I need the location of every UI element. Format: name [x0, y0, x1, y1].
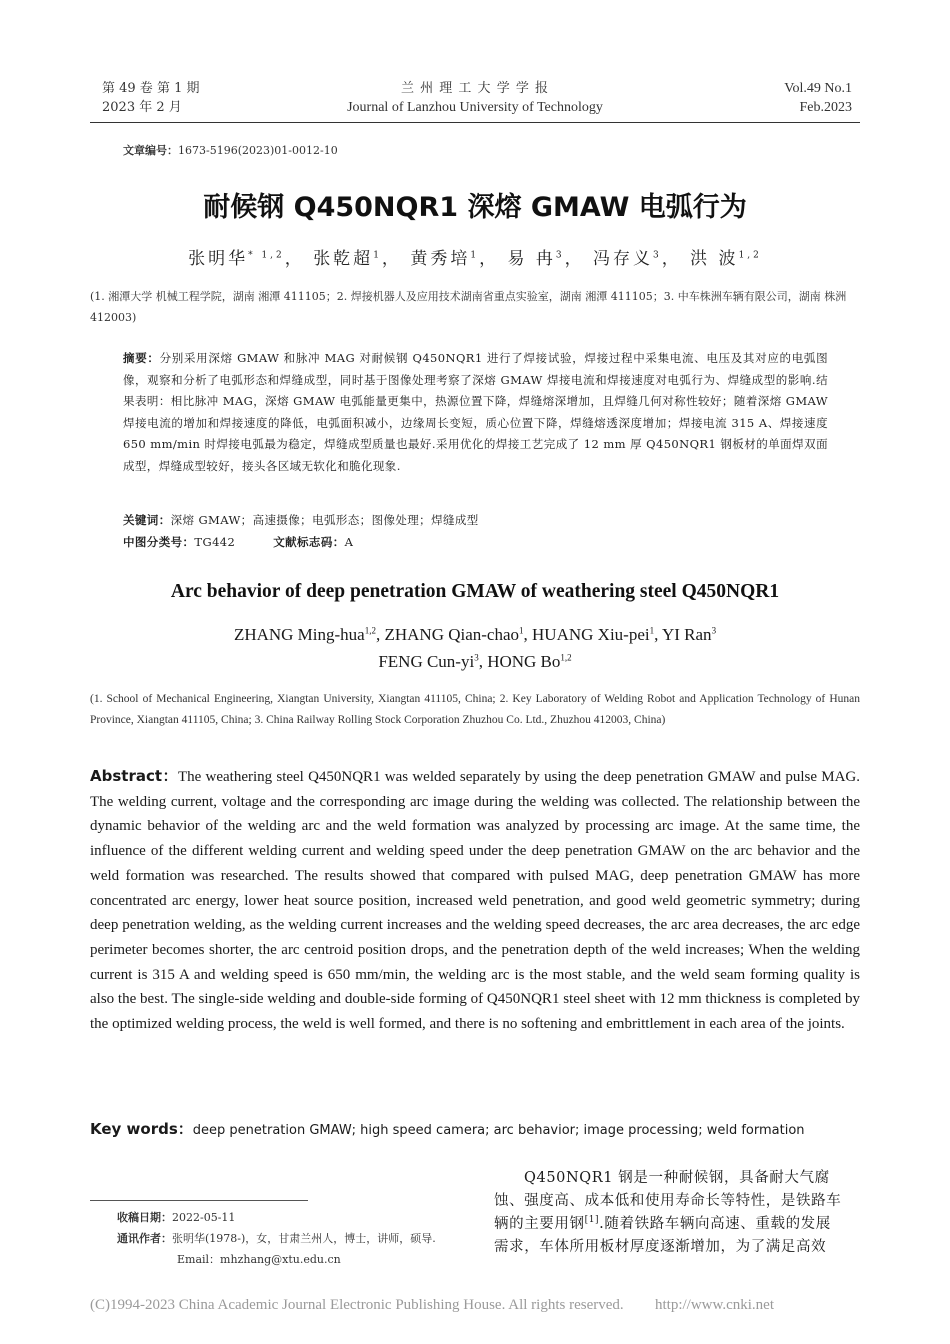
footer-url[interactable]: http://www.cnki.net [655, 1297, 775, 1313]
doc-code-label: 文献标志码： [273, 535, 345, 549]
author-email: Email：mhzhang@xtu.edu.cn [177, 1253, 341, 1266]
author-en-6: HONG Bo$^{1,2}$ [487, 652, 572, 671]
clc-value: TG442 [194, 535, 236, 549]
authors-en-line2: FENG Cun-$yi^3$, HONG Bo$^{1,2}$ [378, 652, 572, 671]
received-label: 收稿日期： [117, 1211, 172, 1224]
author-note-value: 张明华(1978-)，女，甘肃兰州人，博士，讲师，硕导. [172, 1232, 436, 1245]
article-number-value: 1673-5196(2023)01-0012-10 [178, 144, 338, 157]
author-cn-1: 张明华$^{* 1,2}$ [188, 249, 285, 269]
corresponding-author [117, 1228, 436, 1249]
author-cn-5: 冯存义$^3$ [593, 249, 662, 269]
clc-label: 中图分类号： [123, 535, 195, 549]
abstract-en-label: Abstract [90, 767, 163, 785]
keywords-en: Key words：deep penetration GMAW; high speed camera; arc behavior; image processing; weld formation [90, 1120, 805, 1138]
header-rule [90, 122, 860, 123]
keywords-cn-text: 深熔 GMAW；高速摄像；电弧形态；图像处理；焊缝成型 [170, 513, 479, 527]
header-date-cn: 2023 年 2 月 [102, 100, 182, 115]
authors-en-line1: ZHANG Ming-hua$^{1,2}$, ZHANG Qian-chao$^1$, HUANG Xiu-pei$^1$, YI Ran$^3$ [233, 625, 717, 644]
title-cn: 耐候钢 Q450NQR1 深熔 GMAW 电弧行为 [203, 192, 747, 223]
citation-ref[interactable]: [1] [584, 1215, 600, 1226]
body-line-2: 蚀、强度高、成本低和使用寿命长等特性，是铁路车 [494, 1193, 842, 1209]
header-date-en: Feb.2023 [799, 100, 852, 115]
article-number-label: 文章编号： [123, 144, 178, 157]
author-en-4: YI Ran$^3$ [661, 625, 717, 644]
keywords-cn [123, 510, 828, 532]
abstract-en-text: The weathering steel Q450NQR1 was welded separately by using the deep penetration GMAW and pulse MAG. The welding current, voltage and the corresponding arc image during the welding was collected. The relationship between the dynamic behavior of the welding arc and the weld formation was analyzed by processing arc image. At the same time, the influence of the different welding current and welding speed under the deep penetration GMAW on the arc behavior and the weld formation was researched. The results showed that compared with pulsed MAG, deep penetration GMAW has more concentrated arc energy, lower heat source position, increased weld penetration, and good weld geometric symmetry; during deep penetration welding, as the welding current increases and the welding speed decreases, the arc area decreases, the arc edge perimeter becomes shorter, the arc centroid position drops, and the penetration depth of the weld increases; When the welding current is 315 A and welding speed is 650 mm/min, the welding arc is the most stable, and the weld seam forming quality is also the best. The single-side welding and double-side forming of Q450NQR1 steel sheet with 12 mm thickness is completed by the optimized welding process, the weld is well formed, and there is no softening and embrittlement in each area of the joints. [90, 769, 860, 1033]
abstract-cn [123, 348, 828, 477]
author-cn-3: 黄秀培$^1$ [410, 249, 480, 269]
header-volume-en: Vol.49 No.1 [784, 81, 852, 96]
header-journal-cn: 兰 州 理 工 大 学 学 报 [401, 81, 549, 96]
keywords-en-label: Key words [90, 1120, 178, 1138]
classification [123, 532, 828, 554]
author-en-1: ZHANG Ming-hua$^{1,2}$ [233, 625, 376, 644]
received-date [117, 1207, 235, 1228]
author-cn-4: 易 冉$^3$ [507, 249, 565, 269]
body-line-4: 需求，车体所用板材厚度逐渐增加，为了满足高效 [494, 1239, 827, 1255]
abstract-cn-label: 摘要： [123, 351, 160, 365]
received-value: 2022-05-11 [172, 1211, 236, 1224]
author-en-5: FENG Cun-$yi^3$ [378, 652, 479, 671]
body-line-1: Q450NQR1 钢是一种耐候钢，具备耐大气腐 [524, 1170, 830, 1186]
title-en: Arc behavior of deep penetration GMAW of weathering steel Q450NQR1 [170, 581, 780, 602]
abstract-cn-text: 分别采用深熔 GMAW 和脉冲 MAG 对耐候钢 Q450NQR1 进行了焊接试验，焊接过程中采集电流、电压及其对应的电弧图像，观察和分析了电弧形态和焊缝成型，同时基于图像处理考察了深熔 GMAW 焊接电流和焊接速度对电弧行为、焊缝成型的影响.结果表明：相比脉冲 MAG，深熔 GMAW 电弧能量更集中，热源位置下降，焊缝熔深增加，且焊缝几何对称性较好；随着深熔 GMAW 焊接电流的增加和焊接速度的降低，电弧面积减小，边缘周长变短，质心位置下降，焊缝熔透深度增加；焊接电流 315 A、焊接速度 650 mm/min 时焊接电弧最为稳定，焊缝成型质量也最好.采用优化的焊接工艺完成了 12 mm 厚 Q450NQR1 钢板材的单面焊双面成型，焊缝成型较好，接头各区域无软化和脆化现象. [123, 351, 828, 473]
author-cn-6: 洪 波$^{1,2}$ [690, 249, 762, 269]
header-volume-cn: 第 49 卷 第 1 期 [102, 81, 200, 96]
keywords-en-text: deep penetration GMAW; high speed camera; arc behavior; image processing; weld formation [192, 1123, 805, 1138]
footnote-rule [90, 1200, 308, 1201]
keywords-cn-label: 关键词： [123, 513, 171, 527]
affiliations-cn: (1. 湘潭大学 机械工程学院，湖南 湘潭 411105；2. 焊接机器人及应用技术湖南省重点实验室，湖南 湘潭 411105；3. 中车株洲车辆有限公司，湖南 株洲 412003) [90, 290, 847, 324]
affiliations-en: (1. School of Mechanical Engineering, Xiangtan University, Xiangtan 411105, China; 2. Key Laboratory of Welding Robot and Application Technology of Hunan Province, Xiangtan 411105, China; 3. China Railway Rolling Stock Corporation Zhuzhou Co. Ltd., Zhuzhou 412003, China) [90, 693, 860, 726]
authors-cn: 张明华$^{* 1,2}$， 张乾超$^1$， 黄秀培$^1$， 易 冉$^3$， 冯存义$^3$， 洪 波$^{1,2}$ [188, 249, 762, 269]
doc-code-value: A [344, 535, 354, 549]
body-line-3: 辆的主要用钢[1].随着铁路车辆向高速、重载的发展 [494, 1215, 831, 1232]
author-cn-2: 张乾超$^1$ [313, 249, 382, 269]
footer-copyright: (C)1994-2023 China Academic Journal Electronic Publishing House. All rights reserved. [90, 1297, 624, 1313]
author-en-2: ZHANG Qian-chao$^1$ [384, 625, 524, 644]
author-note-label: 通讯作者： [117, 1232, 172, 1245]
body-text-cn [494, 1167, 860, 1259]
header-journal-en: Journal of Lanzhou University of Technology [347, 100, 603, 115]
abstract-en: Abstract：The weathering steel Q450NQR1 was welded separately by using the deep penetration GMAW and pulse MAG. The welding current, voltage and the corresponding arc image during the welding was collected. The relationship between the dynamic behavior of the welding arc and the weld formation was analyzed by processing arc image. At the same time, the influence of the different welding current and welding speed under the deep penetration GMAW on the arc behavior and the weld formation was researched. The results showed that compared with pulsed MAG, deep penetration GMAW has more concentrated arc energy, lower heat source position, increased weld penetration, and good weld geometric symmetry; during deep penetration welding, as the welding current increases and the welding speed decreases, the arc area decreases, the arc edge perimeter becomes shorter, the arc centroid position drops, and the penetration depth of the weld increases; When the welding current is 315 A and welding speed is 650 mm/min, the welding arc is the most stable, and the weld seam forming quality is also the best. The single-side welding and double-side forming of Q450NQR1 steel sheet with 12 mm thickness is completed by the optimized welding process, the weld is well formed, and there is no softening and embrittlement in each area of the joints. [90, 767, 860, 1033]
article-number [123, 140, 338, 162]
author-en-3: HUANG Xiu-pei$^1$ [532, 625, 655, 644]
